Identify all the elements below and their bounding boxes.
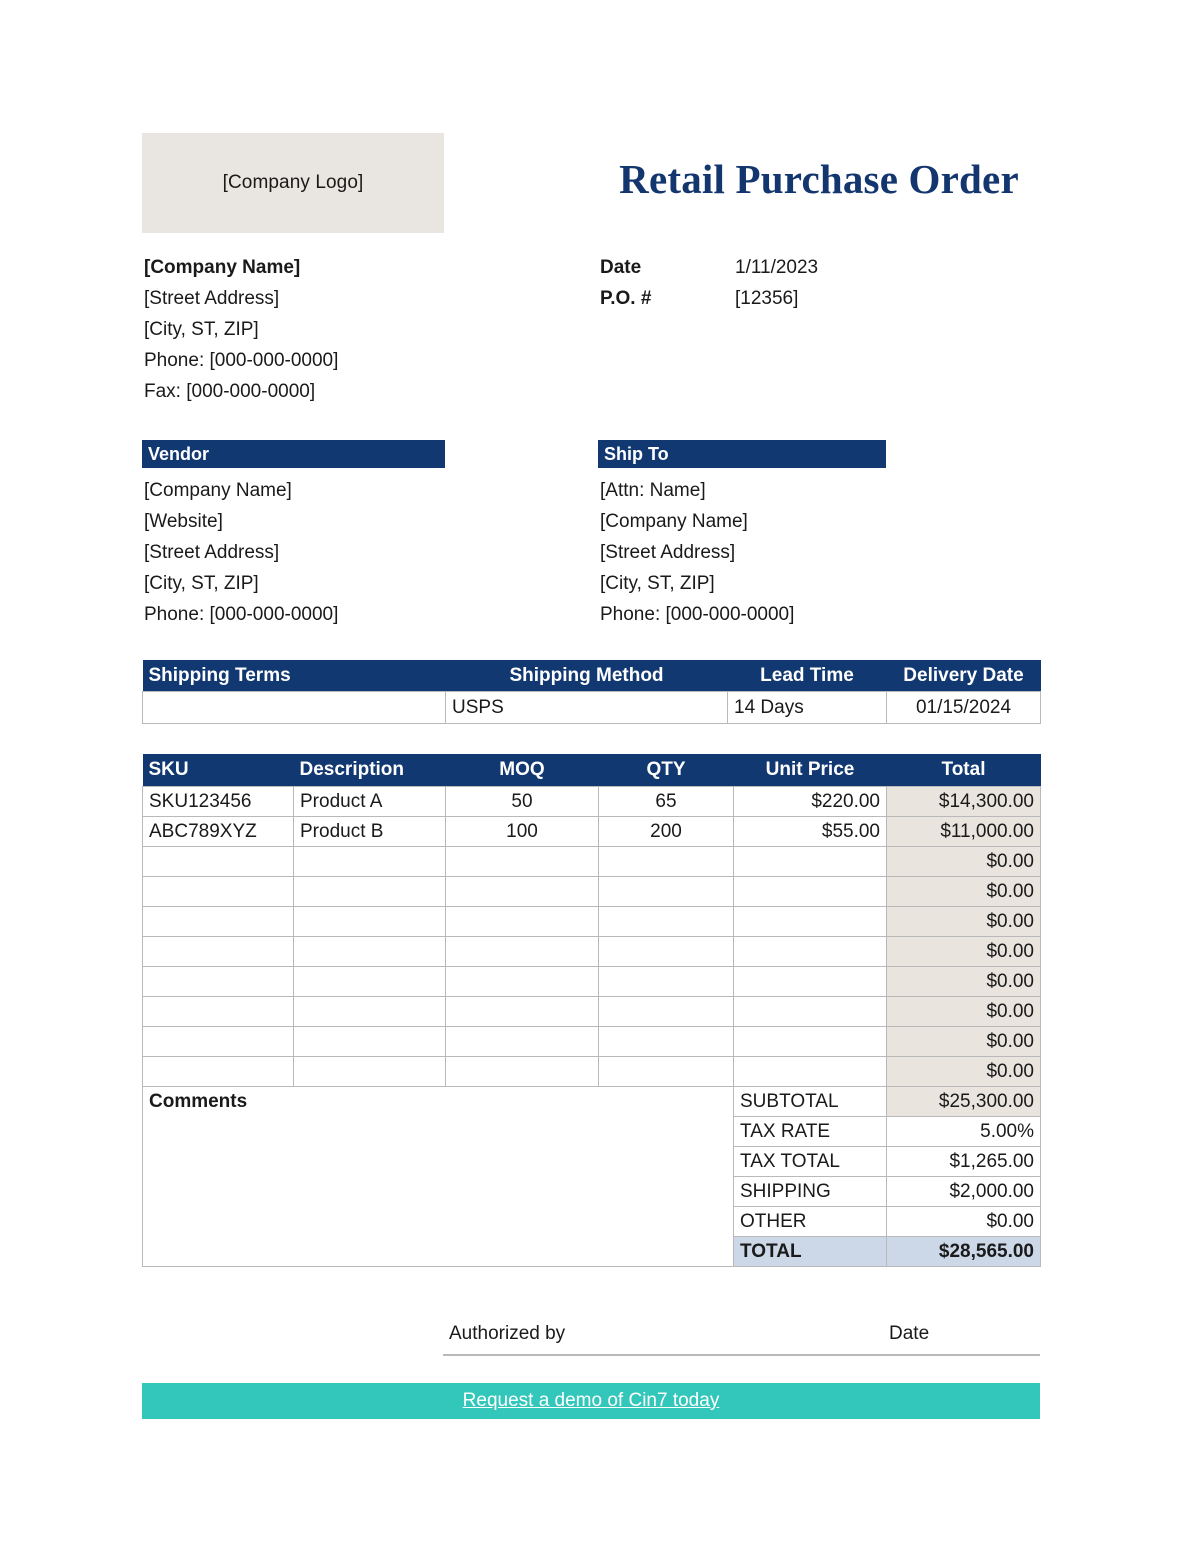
summary-label: SUBTOTAL xyxy=(734,1087,887,1117)
summary-value[interactable]: $25,300.00 xyxy=(887,1087,1041,1117)
cell-description[interactable] xyxy=(294,1057,446,1087)
line-items-table xyxy=(142,754,1041,1267)
table-row xyxy=(143,787,1041,817)
cell-sku[interactable]: ABC789XYZ xyxy=(143,817,294,847)
col-header-qty: QTY xyxy=(599,754,734,787)
cell-qty[interactable] xyxy=(599,1057,734,1087)
cell-unit-price[interactable] xyxy=(734,1057,887,1087)
company-city-state-zip: [City, ST, ZIP] xyxy=(144,319,259,340)
cell-unit-price[interactable] xyxy=(734,997,887,1027)
col-header-unit-price: Unit Price xyxy=(734,754,887,787)
col-header-total: Total xyxy=(887,754,1041,787)
po-number-label: P.O. # xyxy=(600,288,652,309)
cell-moq[interactable] xyxy=(446,967,599,997)
cell-description[interactable] xyxy=(294,1027,446,1057)
cell-sku[interactable] xyxy=(143,1027,294,1057)
items-header-row xyxy=(143,754,1041,787)
summary-value[interactable]: 5.00% xyxy=(887,1117,1041,1147)
cell-moq[interactable] xyxy=(446,847,599,877)
summary-label: SHIPPING xyxy=(734,1177,887,1207)
cell-description[interactable] xyxy=(294,847,446,877)
shipto-section-heading xyxy=(598,440,886,468)
cell-qty[interactable] xyxy=(599,877,734,907)
cell-moq[interactable] xyxy=(446,877,599,907)
shipto-heading-label: Ship To xyxy=(604,443,669,464)
order-meta-block xyxy=(600,252,818,314)
cell-unit-price[interactable]: $55.00 xyxy=(734,817,887,847)
col-header-sku: SKU xyxy=(143,754,294,787)
cell-moq[interactable] xyxy=(446,1027,599,1057)
table-row xyxy=(143,877,1041,907)
cell-moq[interactable] xyxy=(446,1057,599,1087)
cell-qty[interactable]: 200 xyxy=(599,817,734,847)
order-date-label: Date xyxy=(600,257,642,278)
table-row xyxy=(143,967,1041,997)
shipping-terms-table xyxy=(142,660,1041,724)
po-number-value: [12356] xyxy=(735,288,799,309)
table-row xyxy=(143,997,1041,1027)
cell-qty[interactable] xyxy=(599,997,734,1027)
col-header-description: Description xyxy=(294,754,446,787)
shipto-city-state-zip: [City, ST, ZIP] xyxy=(600,573,715,594)
cell-description[interactable]: Product A xyxy=(294,787,446,817)
cell-qty[interactable] xyxy=(599,967,734,997)
company-logo-label: [Company Logo] xyxy=(222,172,364,193)
shipping-data-row xyxy=(143,692,1041,724)
cell-total[interactable]: $11,000.00 xyxy=(887,817,1041,847)
table-row xyxy=(143,1057,1041,1087)
summary-value[interactable]: $2,000.00 xyxy=(887,1177,1041,1207)
signature-line xyxy=(443,1320,1040,1356)
cell-total[interactable]: $14,300.00 xyxy=(887,787,1041,817)
company-info-block xyxy=(144,252,338,407)
vendor-company-name: [Company Name] xyxy=(144,480,292,501)
col-header-moq: MOQ xyxy=(446,754,599,787)
cell-unit-price[interactable] xyxy=(734,847,887,877)
company-name: [Company Name] xyxy=(144,257,301,278)
cell-qty[interactable]: 65 xyxy=(599,787,734,817)
cell-total[interactable]: $0.00 xyxy=(887,937,1041,967)
cell-qty[interactable] xyxy=(599,907,734,937)
cell-delivery-date[interactable]: 01/15/2024 xyxy=(887,692,1041,724)
authorized-by-label: Authorized by xyxy=(449,1323,566,1344)
cell-description[interactable]: Product B xyxy=(294,817,446,847)
shipto-phone: Phone: [000-000-0000] xyxy=(600,604,795,625)
cell-description[interactable] xyxy=(294,877,446,907)
company-logo-placeholder xyxy=(142,133,444,233)
summary-label: TAX TOTAL xyxy=(734,1147,887,1177)
table-row xyxy=(143,1027,1041,1057)
cell-total[interactable]: $0.00 xyxy=(887,847,1041,877)
cell-unit-price[interactable] xyxy=(734,877,887,907)
cell-sku[interactable] xyxy=(143,937,294,967)
company-phone: Phone: [000-000-0000] xyxy=(144,350,339,371)
vendor-website: [Website] xyxy=(144,511,223,532)
cell-shipping-method[interactable]: USPS xyxy=(446,692,728,724)
cell-moq[interactable]: 100 xyxy=(446,817,599,847)
comments-cell[interactable]: Comments xyxy=(143,1087,734,1267)
cell-description[interactable] xyxy=(294,937,446,967)
vendor-section-heading xyxy=(142,440,445,468)
vendor-city-state-zip: [City, ST, ZIP] xyxy=(144,573,259,594)
cell-unit-price[interactable] xyxy=(734,937,887,967)
cell-lead-time[interactable]: 14 Days xyxy=(728,692,887,724)
cell-moq[interactable] xyxy=(446,997,599,1027)
cell-moq[interactable]: 50 xyxy=(446,787,599,817)
summary-label: OTHER xyxy=(734,1207,887,1237)
cell-description[interactable] xyxy=(294,967,446,997)
col-header-shipping-terms: Shipping Terms xyxy=(143,660,446,692)
cell-shipping-terms[interactable] xyxy=(143,692,446,724)
cell-sku[interactable] xyxy=(143,967,294,997)
col-header-shipping-method: Shipping Method xyxy=(446,660,728,692)
cell-total[interactable]: $0.00 xyxy=(887,997,1041,1027)
shipto-address-block xyxy=(600,475,794,630)
vendor-address-block xyxy=(144,475,338,630)
cell-sku[interactable]: SKU123456 xyxy=(143,787,294,817)
vendor-heading-label: Vendor xyxy=(148,443,210,464)
company-fax: Fax: [000-000-0000] xyxy=(144,381,316,402)
grand-total-value: $28,565.00 xyxy=(887,1237,1041,1267)
summary-label: TAX RATE xyxy=(734,1117,887,1147)
signature-date-label: Date xyxy=(889,1323,930,1344)
grand-total-label: TOTAL xyxy=(734,1237,887,1267)
cell-unit-price[interactable] xyxy=(734,907,887,937)
company-street: [Street Address] xyxy=(144,288,280,309)
po-number-row xyxy=(600,283,818,314)
col-header-lead-time: Lead Time xyxy=(728,660,887,692)
vendor-phone: Phone: [000-000-0000] xyxy=(144,604,339,625)
col-header-delivery-date: Delivery Date xyxy=(887,660,1041,692)
summary-value[interactable]: $0.00 xyxy=(887,1207,1041,1237)
table-row xyxy=(143,937,1041,967)
summary-value[interactable]: $1,265.00 xyxy=(887,1147,1041,1177)
cell-sku[interactable] xyxy=(143,847,294,877)
cell-sku[interactable] xyxy=(143,877,294,907)
vendor-street: [Street Address] xyxy=(144,542,280,563)
cell-unit-price[interactable]: $220.00 xyxy=(734,787,887,817)
cell-qty[interactable] xyxy=(599,937,734,967)
cell-moq[interactable] xyxy=(446,937,599,967)
order-date-value: 1/11/2023 xyxy=(735,257,819,278)
cell-unit-price[interactable] xyxy=(734,1027,887,1057)
cell-total[interactable]: $0.00 xyxy=(887,1027,1041,1057)
cell-total[interactable]: $0.00 xyxy=(887,1057,1041,1087)
page-title: Retail Purchase Order xyxy=(619,156,1019,202)
cell-moq[interactable] xyxy=(446,907,599,937)
cell-total[interactable]: $0.00 xyxy=(887,967,1041,997)
cell-sku[interactable] xyxy=(143,907,294,937)
order-date-row xyxy=(600,252,818,283)
cell-sku[interactable] xyxy=(143,1057,294,1087)
cta-banner[interactable] xyxy=(142,1383,1040,1419)
shipping-header-row xyxy=(143,660,1041,692)
shipto-company-name: [Company Name] xyxy=(600,511,748,532)
cell-total[interactable]: $0.00 xyxy=(887,907,1041,937)
table-row xyxy=(143,817,1041,847)
summary-row xyxy=(143,1087,1041,1117)
cell-description[interactable] xyxy=(294,907,446,937)
table-row xyxy=(143,907,1041,937)
cell-unit-price[interactable] xyxy=(734,967,887,997)
request-demo-link[interactable]: Request a demo of Cin7 today xyxy=(462,1390,720,1411)
cell-sku[interactable] xyxy=(143,997,294,1027)
shipto-attn: [Attn: Name] xyxy=(600,480,706,501)
cell-qty[interactable] xyxy=(599,1027,734,1057)
cell-qty[interactable] xyxy=(599,847,734,877)
cell-description[interactable] xyxy=(294,997,446,1027)
shipto-street: [Street Address] xyxy=(600,542,736,563)
table-row xyxy=(143,847,1041,877)
cell-total[interactable]: $0.00 xyxy=(887,877,1041,907)
